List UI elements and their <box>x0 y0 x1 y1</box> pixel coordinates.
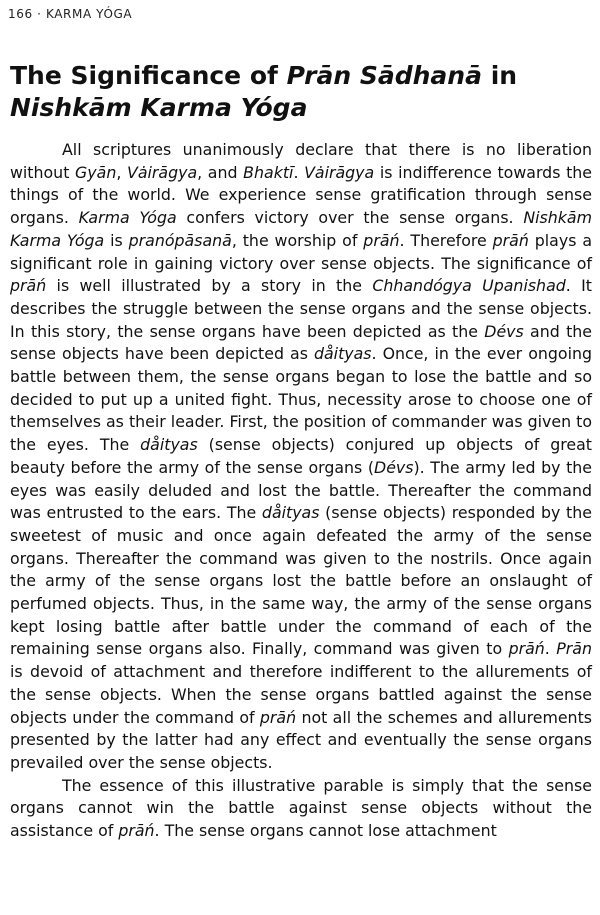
p1-text: All scriptures unanimously declare that there is no liberation without <box>10 140 592 182</box>
p1-text: and the sense objects have been depicted as <box>10 321 592 364</box>
p1-text: . It describes the struggle between the sense organs and the sense objects. In this story, the sense organs have been depicted as the <box>10 276 592 341</box>
p1-italic: dåityas <box>313 344 372 364</box>
p1-italic: Chhandógya Upanishad <box>372 276 566 296</box>
paragraph-2 <box>10 775 592 843</box>
running-header <box>8 7 132 21</box>
title-text-1: The Significance of <box>10 61 287 90</box>
p1-text: . Once, in the ever ongoing battle between them, the sense organs began to lose the battle and so decided to put up a united fight. Thus, necessity arose to choose one of themselves as their leader. First, the position of commander was given to the eyes. The <box>10 344 592 455</box>
p2-text: The essence of this illustrative parable is simply that the sense organs cannot win the battle against sense objects without the assistance of <box>10 775 592 841</box>
title-italic-pran-sadhana: Prān Sādhanā <box>286 61 482 90</box>
p1-italic: Dévs <box>484 321 524 341</box>
p1-italic: pranópāsanā <box>128 230 232 250</box>
title-text-2: in <box>481 61 518 90</box>
p1-text: is devoid of attachment and therefore indifferent to the allurements of the sense objects. When the sense organs battled against the sense objects under the command of <box>10 662 592 727</box>
p2-italic: prāń <box>118 821 155 841</box>
p1-text: is <box>104 230 129 250</box>
p1-italic: Vȧirāgya <box>304 162 375 182</box>
paragraph-1 <box>10 139 592 775</box>
p1-text: (sense objects) conjured up objects of great beauty before the army of the sense organs ( <box>10 435 592 477</box>
title-italic-nishkam-karma-yoga: Nishkām Karma Yóga <box>10 93 308 122</box>
p1-italic: prāń <box>10 276 47 296</box>
p1-italic: Dévs <box>374 457 414 477</box>
p1-italic: dåityas <box>261 503 320 523</box>
p1-text: . <box>544 639 557 659</box>
p1-italic: Nishkām Karma Yóga <box>10 208 592 250</box>
book-title: KARMA YÓGA <box>45 7 133 21</box>
p1-italic: prāń <box>492 230 529 250</box>
p1-text: , the worship of <box>231 230 364 250</box>
p1-italic: Gyān <box>75 162 117 182</box>
p1-text: not all the schemes and allurements presented by the latter had any effect and eventually the sense organs prevailed over the sense objects. <box>10 707 592 772</box>
p1-text: is well illustrated by a story in the <box>46 276 373 296</box>
p1-italic: dåityas <box>140 435 198 455</box>
chapter-title <box>10 60 590 124</box>
p1-italic: Karma Yóga <box>78 208 177 228</box>
p1-text: plays a significant role in gaining victory over sense objects. The significance of <box>10 230 593 273</box>
p1-text: , and <box>197 162 244 182</box>
p1-text: . <box>293 162 305 182</box>
p2-text: . The sense organs cannot lose attachment <box>154 821 497 841</box>
p1-text: confers victory over the sense organs. <box>176 208 524 228</box>
p1-text: is indifference towards the things of the world. We experience sense gratification through sense organs. <box>10 162 592 228</box>
page-number: 166 <box>8 7 33 21</box>
body-text <box>10 139 592 843</box>
p1-text: ). The army led by the eyes was easily deluded and lost the battle. Thereafter the command was entrusted to the ears. The <box>10 457 592 523</box>
p1-text: . Therefore <box>399 230 493 250</box>
header-separator: · <box>37 7 42 21</box>
p1-text: , <box>116 162 128 182</box>
p1-italic: prāń <box>363 230 400 250</box>
p1-italic: Bhaktī <box>243 162 294 182</box>
p1-italic: Prān <box>556 639 592 659</box>
p1-italic: Vȧirāgya <box>127 162 198 182</box>
p1-text: (sense objects) responded by the sweetest of music and once again defeated the army of the sense organs. Thereafter the command was given to the nostrils. Once again the army of the sense organs lost the battle before an onslaught of perfumed objects. Thus, in the same way, the army of the sense organs kept losing battle after battle under the command of each of the remaining sense organs also. Finally, command was given to <box>10 503 592 659</box>
p1-italic: prāń <box>508 639 545 659</box>
p1-italic: prāń <box>259 707 297 727</box>
